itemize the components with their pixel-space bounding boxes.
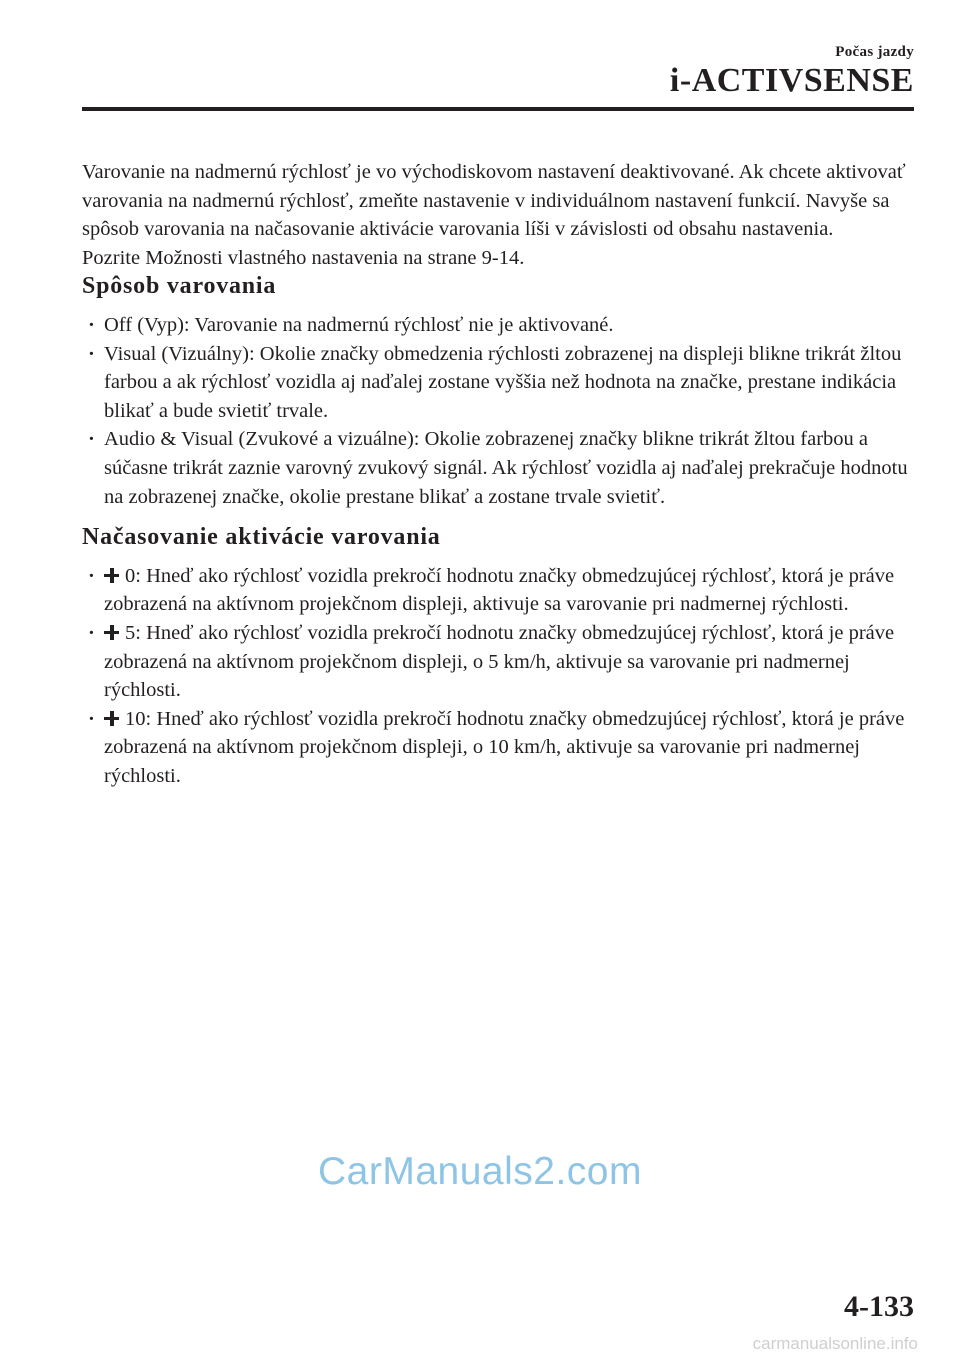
list-item (82, 311, 922, 340)
list-item-text: Audio & Visual (Zvukové a vizuálne): Okolie zobrazenej značky blikne trikrát žltou farbou a súčasne trikrát zaznie varovný zvukový signál. Ak rýchlosť vozidla aj naďalej prekračuje hodnotu na zobrazenej značke, okolie prestane blikať a zostane trvale svietiť. (104, 428, 908, 508)
warning-method-heading: Spôsob varovania (82, 273, 277, 300)
list-item (82, 425, 922, 511)
plus-icon (104, 711, 119, 726)
plus-icon (104, 568, 119, 583)
intro-text (82, 158, 922, 272)
page-number: 4-133 (844, 1290, 914, 1323)
intro-paragraph: Varovanie na nadmernú rýchlosť je vo východiskovom nastavení deaktivované. Ak chcete aktivovať varovania na nadmernú rýchlosť, zmeňte nastavenie v individuálnom nastavení funkcií. Navyše sa spôsob varovania na načasovanie aktivácie varovania líši v závislosti od obsahu nastavenia. (82, 161, 906, 241)
list-item (82, 340, 922, 426)
warning-method-list (82, 311, 922, 511)
running-header-section: Počas jazdy (835, 44, 914, 60)
list-item-text: Visual (Vizuálny): Okolie značky obmedzenia rýchlosti zobrazenej na displeji blikne trikrát žltou farbou a ak rýchlosť vozidla aj naďalej zostane vyššia než hodnota na značke, prestane indikácia blikať a bude svietiť trvale. (104, 342, 902, 422)
bullet-icon: · (88, 564, 95, 587)
page-body (82, 158, 922, 790)
list-item (82, 562, 922, 619)
plus-icon (104, 625, 119, 640)
list-item-text: 10: Hneď ako rýchlosť vozidla prekročí hodnotu značky obmedzujúcej rýchlosť, ktorá je práve zobrazená na aktívnom projekčnom displeji, o 10 km/h, aktivuje sa varovanie pri nadmernej rýchlosti. (104, 707, 905, 787)
watermark: CarManuals2.com (318, 1150, 642, 1193)
bullet-icon: · (88, 621, 95, 644)
activation-timing-heading: Načasovanie aktivácie varovania (82, 524, 441, 551)
bullet-icon: · (88, 313, 95, 336)
list-item-text: 0: Hneď ako rýchlosť vozidla prekročí hodnotu značky obmedzujúcej rýchlosť, ktorá je práve zobrazená na aktívnom projekčnom displeji, aktivuje sa varovanie pri nadmernej rýchlosti. (104, 564, 895, 616)
bullet-icon: · (88, 428, 95, 451)
running-header-title: i-ACTIVSENSE (669, 62, 914, 99)
cross-reference: Pozrite Možnosti vlastného nastavenia na strane 9-14. (82, 246, 525, 269)
footer-site-link[interactable]: carmanualsonline.info (752, 1334, 918, 1353)
list-item (82, 705, 922, 791)
bullet-icon: · (88, 342, 95, 365)
bullet-icon: · (88, 707, 95, 730)
activation-timing-list (82, 562, 922, 791)
list-item-text: 5: Hneď ako rýchlosť vozidla prekročí hodnotu značky obmedzujúcej rýchlosť, ktorá je práve zobrazená na aktívnom projekčnom displeji, o 5 km/h, aktivuje sa varovanie pri nadmernej rýchlosti. (104, 621, 895, 702)
header-divider (82, 107, 914, 111)
list-item (82, 619, 922, 705)
list-item-text: Off (Vyp): Varovanie na nadmernú rýchlosť nie je aktivované. (104, 313, 614, 336)
